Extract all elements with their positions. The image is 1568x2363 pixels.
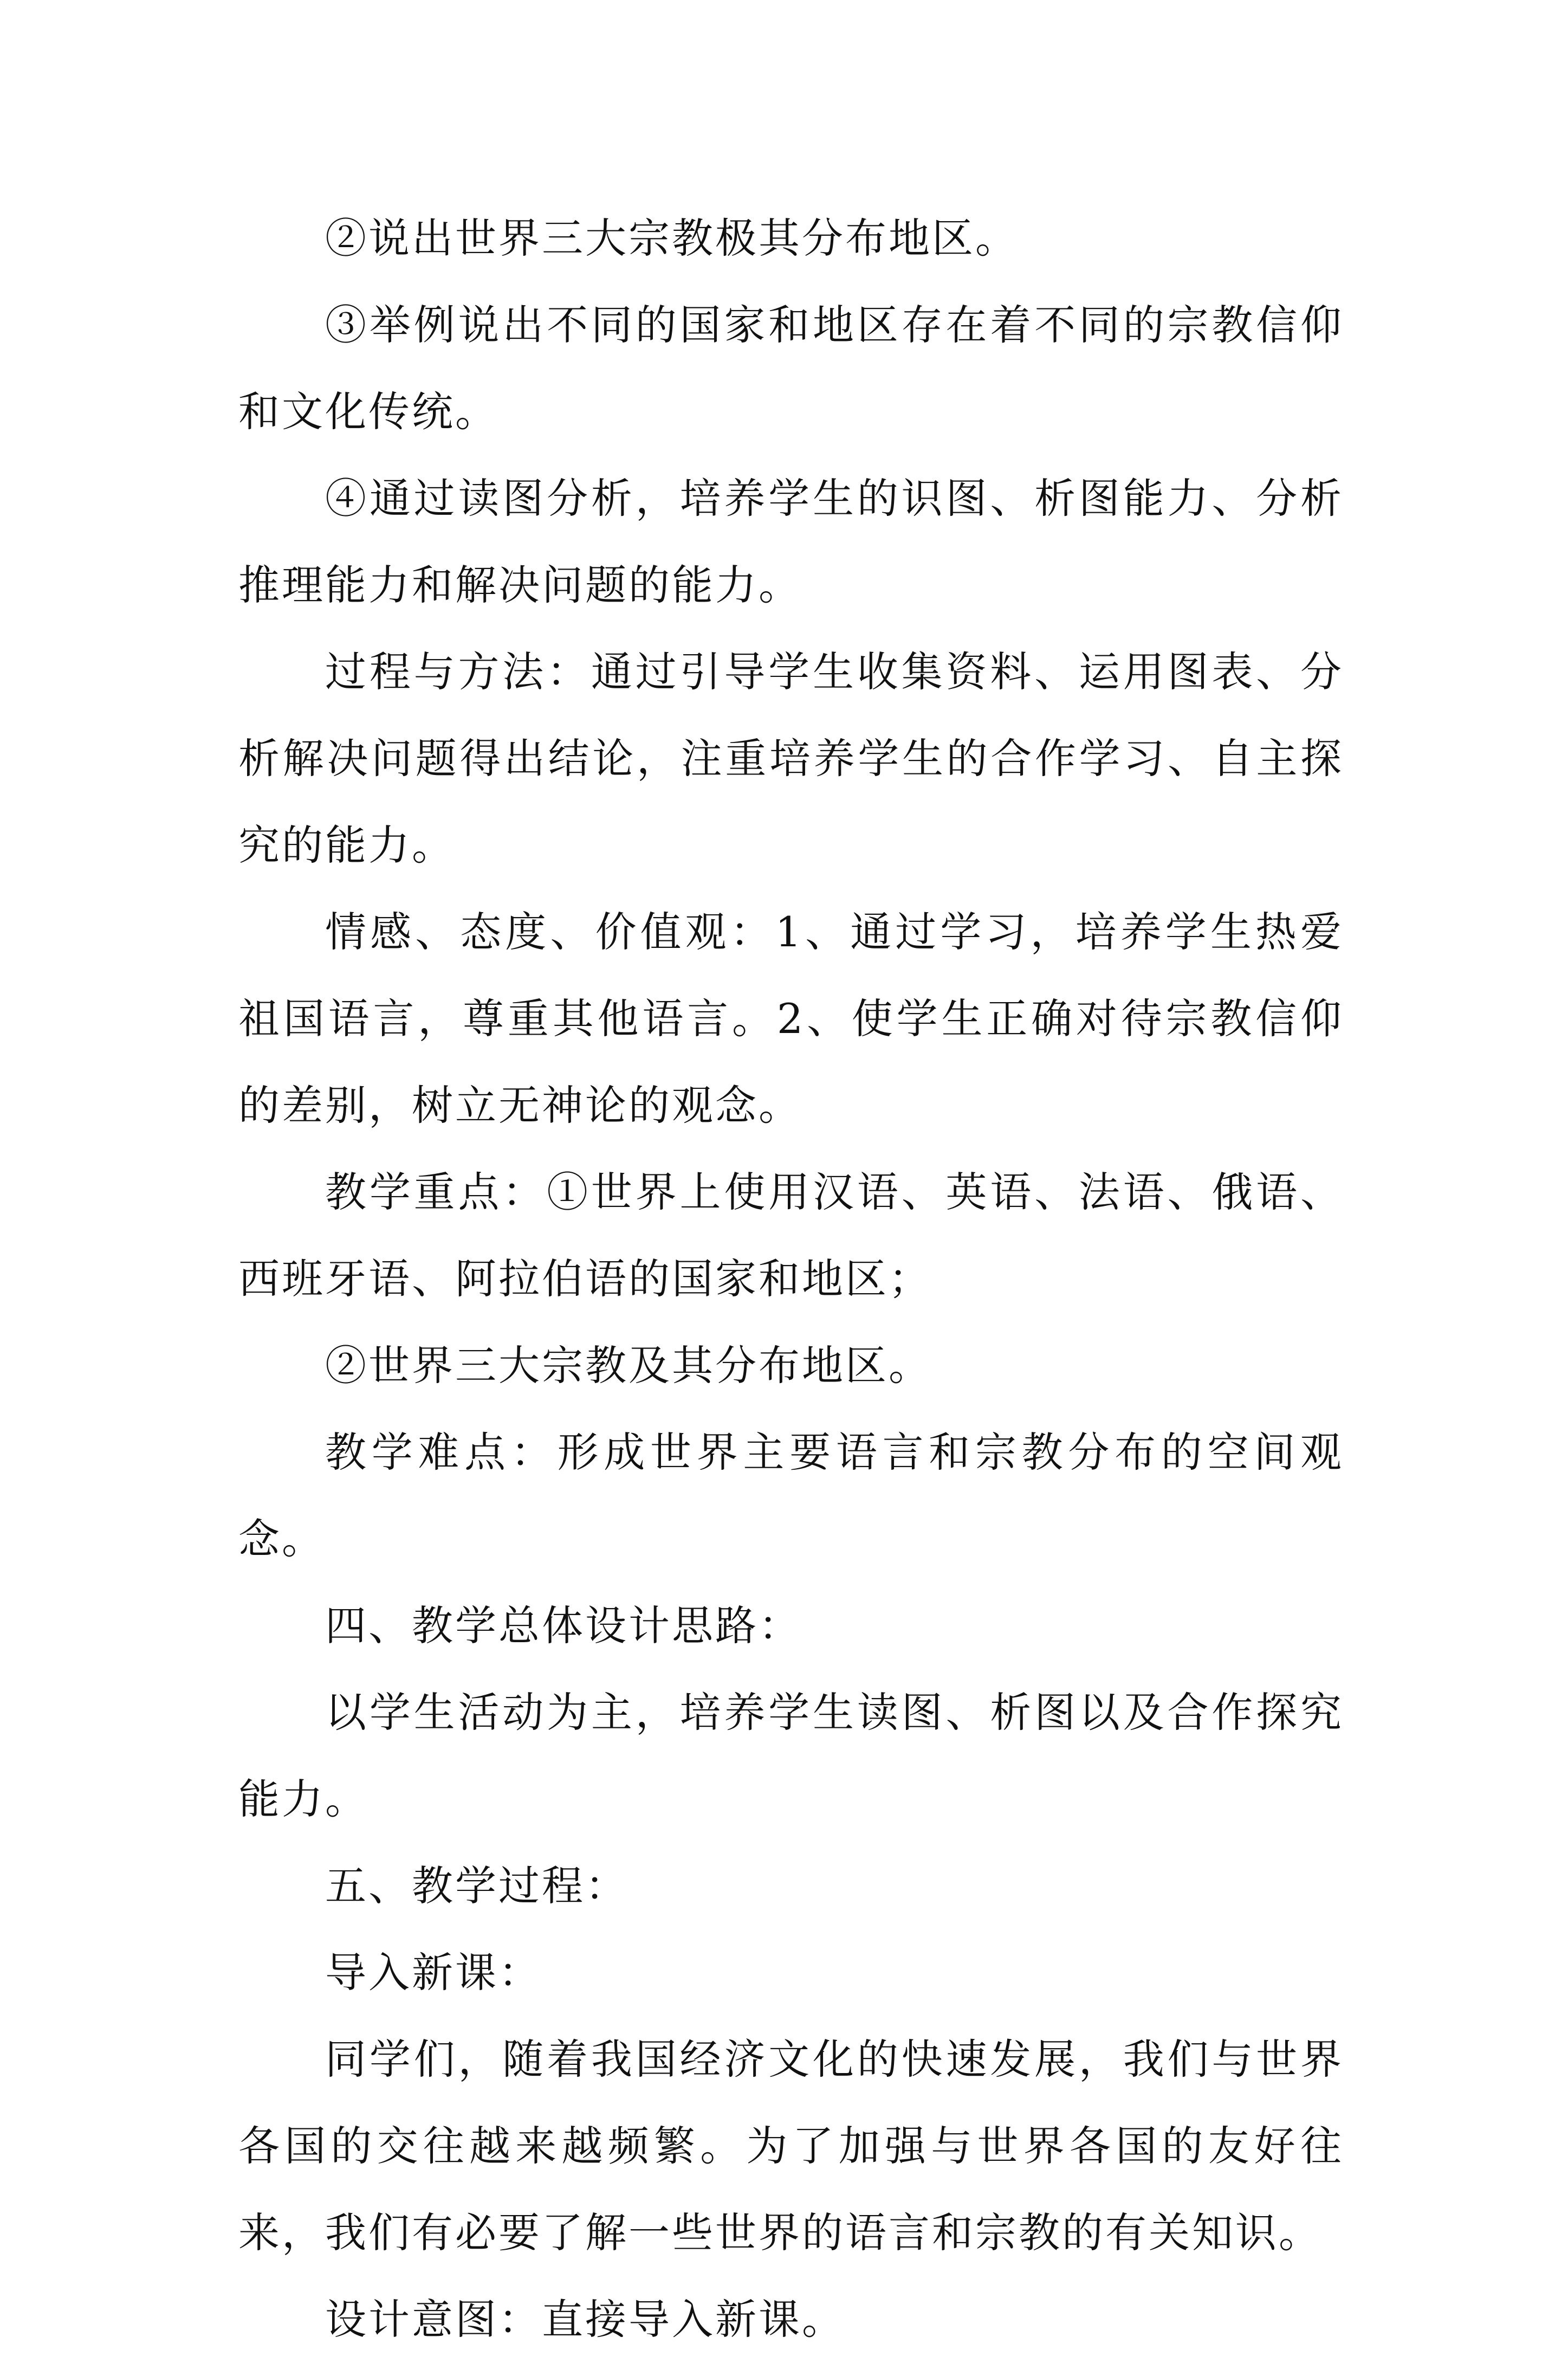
paragraph-key-points: 教学重点：①世界上使用汉语、英语、法语、俄语、西班牙语、阿拉伯语的国家和地区；: [238, 1168, 1344, 1303]
paragraph-introduction: 同学们，随着我国经济文化的快速发展，我们与世界各国的交往越来越频繁。为了加强与世界各国的友好往来，我们有必要了解一些世界的语言和宗教的有关知识。: [238, 2035, 1344, 2257]
paragraph-design-intent: 设计意图：直接导入新课。: [325, 2295, 845, 2343]
paragraph-objective-4: ④通过读图分析，培养学生的识图、析图能力、分析推理能力和解决问题的能力。: [238, 474, 1344, 609]
document-body: [238, 195, 1344, 2363]
paragraph-design-approach: 以学生活动为主，培养学生读图、析图以及合作探究能力。: [238, 1688, 1344, 1823]
paragraph-objective-3: ③举例说出不同的国家和地区存在着不同的宗教信仰和文化传统。: [238, 301, 1344, 436]
paragraph-objective-2: ②说出世界三大宗教极其分布地区。: [325, 214, 1019, 262]
paragraph-key-point-2: ②世界三大宗教及其分布地区。: [325, 1341, 932, 1390]
paragraph-difficult-points: 教学难点：形成世界主要语言和宗教分布的空间观念。: [238, 1428, 1344, 1563]
paragraph-process-methods: 过程与方法：通过引导学生收集资料、运用图表、分析解决问题得出结论，注重培养学生的合作学习、自主探究的能力。: [238, 648, 1344, 869]
heading-teaching-process: 五、教学过程：: [325, 1862, 629, 1910]
paragraph-emotion-values: 情感、态度、价值观：1、通过学习，培养学生热爱祖国语言，尊重其他语言。2、使学生正确对待宗教信仰的差别，树立无神论的观念。: [238, 908, 1344, 1129]
heading-introduction: 导入新课：: [325, 1948, 542, 1997]
heading-design-approach: 四、教学总体设计思路：: [325, 1602, 802, 1650]
